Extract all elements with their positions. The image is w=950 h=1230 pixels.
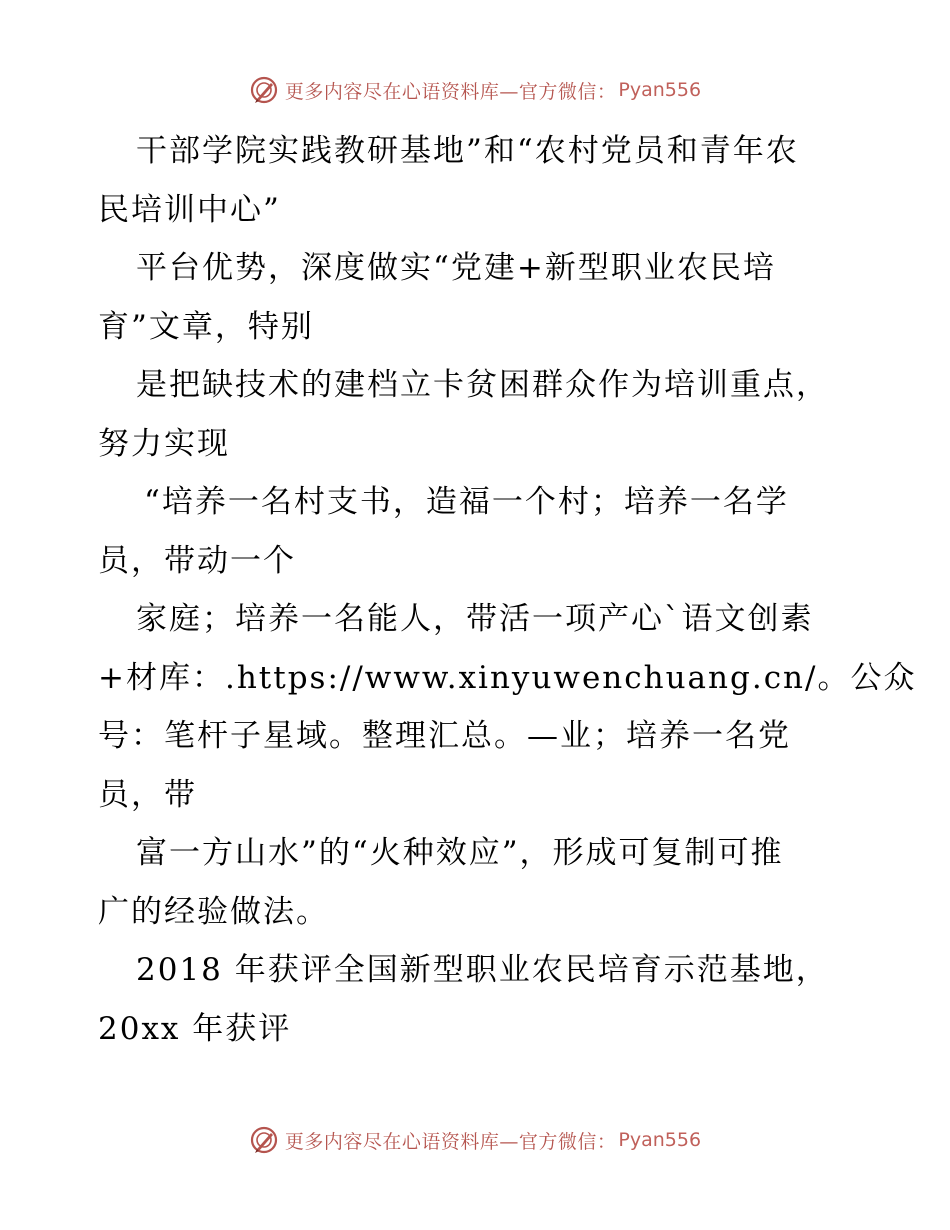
- body-line: 20xx 年获评: [98, 1010, 292, 1047]
- body-line: 员，带: [98, 776, 197, 813]
- header-watermark: [0, 74, 950, 106]
- body-line: 育”文章，特别: [98, 308, 314, 345]
- body-line: 2018 年获评全国新型职业农民培育示范基地，: [136, 952, 829, 988]
- body-line: +材库：.https://www.xinyuwenchuang.cn/。公众: [98, 659, 917, 696]
- document-body: [98, 122, 917, 1058]
- body-line: 努力实现: [98, 425, 230, 462]
- body-line: 家庭；培养一名能人，带活一项产心`语文创素: [136, 601, 814, 637]
- footer-watermark: [0, 1124, 950, 1156]
- watermark-text: 更多内容尽在心语资料库—官方微信：: [284, 1130, 617, 1153]
- body-line: 民培训中心”: [98, 191, 281, 228]
- body-line: “培养一名村支书，造福一个村；培养一名学: [144, 484, 789, 520]
- pen-circle-logo-icon: [249, 75, 279, 105]
- watermark-wechat-id: Pyan556: [618, 79, 702, 101]
- body-line: 富一方山水”的“火种效应”，形成可复制可推: [136, 835, 784, 871]
- body-line: 号：笔杆子星域。整理汇总。—业；培养一名党: [98, 718, 791, 754]
- body-line: 平台优势，深度做实“党建+新型职业农民培: [136, 250, 776, 286]
- pen-circle-logo-icon: [249, 1125, 279, 1155]
- body-line: 是把缺技术的建档立卡贫困群众作为培训重点，: [136, 367, 829, 403]
- body-line: 干部学院实践教研基地”和“农村党员和青年农: [136, 133, 799, 169]
- watermark-text: 更多内容尽在心语资料库—官方微信：: [284, 80, 617, 103]
- body-line: 广的经验做法。: [98, 893, 329, 930]
- body-line: 员，带动一个: [98, 542, 296, 579]
- watermark-wechat-id: Pyan556: [618, 1129, 702, 1151]
